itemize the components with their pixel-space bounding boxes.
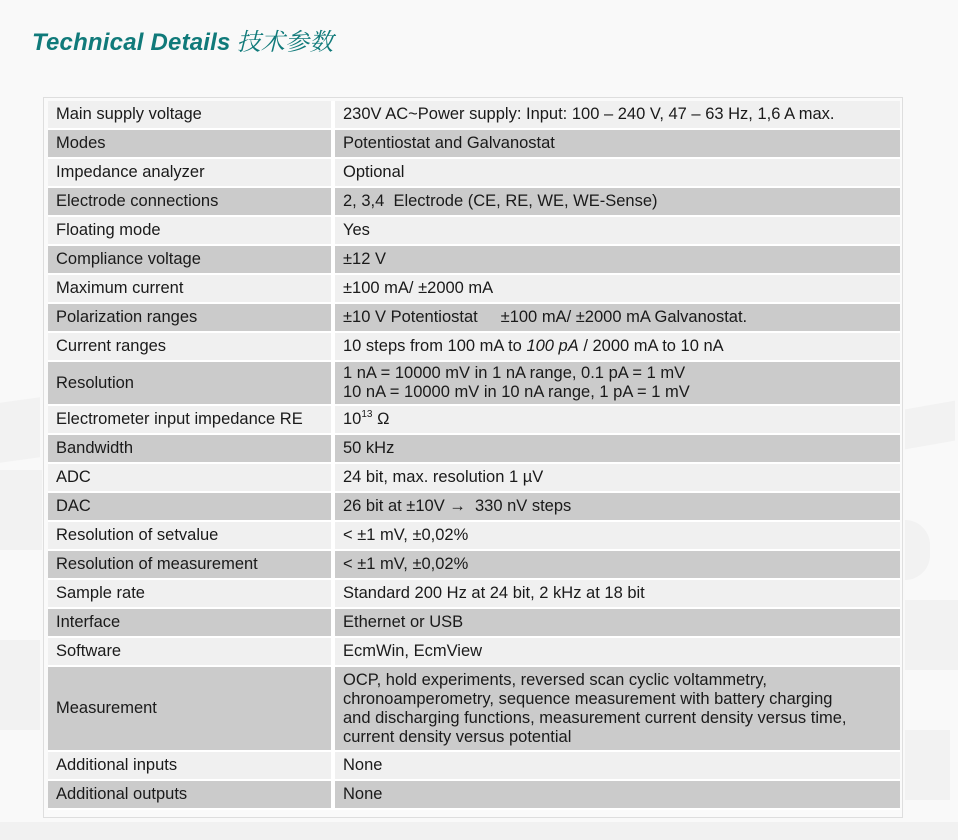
- spec-value: 26 bit at ±10V → 330 nV steps: [335, 493, 900, 522]
- value-line: 10 nA = 10000 mV in 10 nA range, 1 pA = 1 mV: [343, 383, 690, 401]
- table-row: [48, 464, 900, 493]
- spec-label: Resolution of measurement: [48, 551, 335, 580]
- spec-value: [335, 333, 900, 362]
- background-decoration: [0, 640, 40, 730]
- table-row: [48, 667, 900, 752]
- spec-value: ±10 V Potentiostat ±100 mA/ ±2000 mA Galvanostat.: [335, 304, 900, 333]
- spec-value: ±12 V: [335, 246, 900, 275]
- table-row: [48, 522, 900, 551]
- spec-label: Software: [48, 638, 335, 667]
- spec-value: [335, 667, 900, 752]
- value-line: 1 nA = 10000 mV in 1 nA range, 0.1 pA = 1 mV: [343, 364, 686, 382]
- spec-label: DAC: [48, 493, 335, 522]
- spec-label: Resolution: [48, 362, 335, 406]
- spec-label: Additional inputs: [48, 752, 335, 781]
- background-decoration: [0, 470, 42, 550]
- page-title: [32, 22, 333, 57]
- background-decoration: [905, 520, 930, 580]
- table-row: [48, 752, 900, 781]
- value-base: 10: [343, 410, 362, 428]
- spec-value: [335, 362, 900, 406]
- table-row: [48, 159, 900, 188]
- value-line: and discharging functions, measurement current density versus time,: [343, 708, 847, 727]
- table-row: [48, 217, 900, 246]
- spec-label: Compliance voltage: [48, 246, 335, 275]
- spec-value: 230V AC~Power supply: Input: 100 – 240 V, 47 – 63 Hz, 1,6 A max.: [335, 101, 900, 130]
- table-row: [48, 246, 900, 275]
- spec-label: Modes: [48, 130, 335, 159]
- spec-label: Bandwidth: [48, 435, 335, 464]
- spec-label: Electrode connections: [48, 188, 335, 217]
- title-english: Technical Details: [32, 29, 231, 56]
- value-text-italic: 100 pA: [526, 337, 579, 355]
- spec-value: Potentiostat and Galvanostat: [335, 130, 900, 159]
- spec-label: Maximum current: [48, 275, 335, 304]
- spec-label: Current ranges: [48, 333, 335, 362]
- spec-label: ADC: [48, 464, 335, 493]
- table-row: [48, 493, 900, 522]
- background-decoration: [0, 397, 40, 463]
- background-decoration: [0, 822, 958, 840]
- spec-value: 2, 3,4 Electrode (CE, RE, WE, WE-Sense): [335, 188, 900, 217]
- table-row: [48, 362, 900, 406]
- spec-label: Impedance analyzer: [48, 159, 335, 188]
- value-line: OCP, hold experiments, reversed scan cyclic voltammetry,: [343, 670, 767, 689]
- spec-label: Main supply voltage: [48, 101, 335, 130]
- table-row: [48, 435, 900, 464]
- spec-value: EcmWin, EcmView: [335, 638, 900, 667]
- table-row: [48, 551, 900, 580]
- table-row: [48, 275, 900, 304]
- table-row: [48, 304, 900, 333]
- spec-value: Ethernet or USB: [335, 609, 900, 638]
- table-row: [48, 638, 900, 667]
- spec-value: 24 bit, max. resolution 1 µV: [335, 464, 900, 493]
- value-line: current density versus potential: [343, 727, 572, 746]
- title-chinese: 技术参数: [236, 29, 334, 56]
- value-exponent: 13: [361, 409, 373, 420]
- background-decoration: [905, 600, 958, 670]
- spec-label: Polarization ranges: [48, 304, 335, 333]
- value-line: chronoamperometry, sequence measurement with battery charging: [343, 689, 833, 708]
- spec-table: [48, 101, 900, 810]
- spec-label: Sample rate: [48, 580, 335, 609]
- spec-value: None: [335, 781, 900, 810]
- value-unit: Ω: [372, 410, 390, 428]
- spec-label: Floating mode: [48, 217, 335, 246]
- spec-value: 50 kHz: [335, 435, 900, 464]
- spec-value: Optional: [335, 159, 900, 188]
- table-row: [48, 188, 900, 217]
- spec-value: < ±1 mV, ±0,02%: [335, 522, 900, 551]
- table-row: [48, 609, 900, 638]
- spec-value: ±100 mA/ ±2000 mA: [335, 275, 900, 304]
- background-decoration: [905, 401, 955, 450]
- table-row: [48, 333, 900, 362]
- spec-label: Electrometer input impedance RE: [48, 406, 335, 435]
- spec-value: [335, 406, 900, 435]
- spec-value: None: [335, 752, 900, 781]
- table-row: [48, 406, 900, 435]
- table-row: [48, 130, 900, 159]
- spec-label: Additional outputs: [48, 781, 335, 810]
- table-row: [48, 781, 900, 810]
- spec-label: Interface: [48, 609, 335, 638]
- value-text: 10 steps from 100 mA to: [343, 337, 527, 355]
- spec-value: Yes: [335, 217, 900, 246]
- spec-value: Standard 200 Hz at 24 bit, 2 kHz at 18 bit: [335, 580, 900, 609]
- value-text: / 2000 mA to 10 nA: [578, 337, 724, 355]
- table-row: [48, 580, 900, 609]
- spec-value: < ±1 mV, ±0,02%: [335, 551, 900, 580]
- table-row: [48, 101, 900, 130]
- background-decoration: [905, 730, 950, 800]
- spec-label: Measurement: [48, 667, 335, 752]
- spec-label: Resolution of setvalue: [48, 522, 335, 551]
